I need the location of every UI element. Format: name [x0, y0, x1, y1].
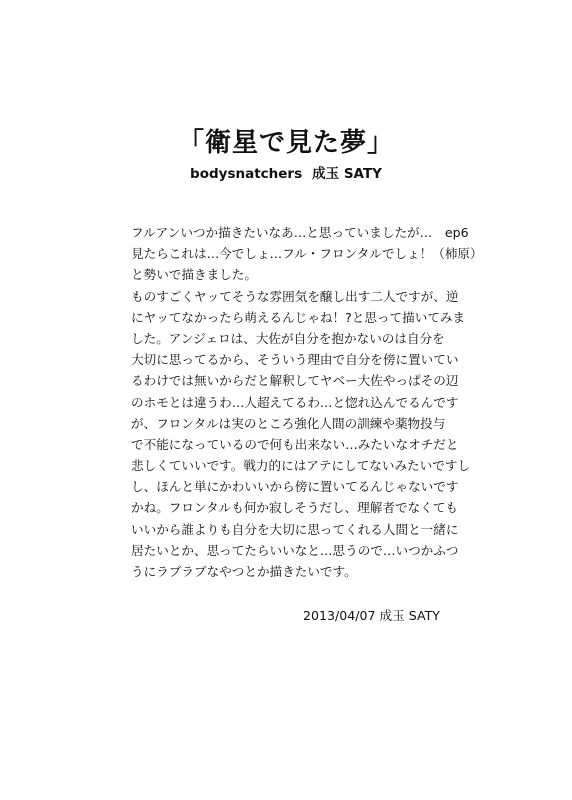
text-line: にヤッてなかったら萌えるんじゃね！?と思って描いてみま: [131, 309, 466, 325]
text-line: のホモとは違うわ…人超えてるわ…と惚れ込んでるんです: [131, 394, 459, 410]
text-line: いいから誰よりも自分を大切に思ってくれる人間と一緒に: [131, 521, 459, 537]
byline: [0, 165, 572, 183]
series-name: bodysnatchers: [190, 166, 303, 182]
author-name: 成玉 SATY: [312, 166, 382, 182]
text-line: フルアンいつか描きたいなあ…と思っていましたが… ep6: [131, 225, 469, 240]
text-line: した。アンジェロは、大佐が自分を抱かないのは自分を: [131, 330, 445, 346]
text-line: 大切に思ってるから、そういう理由で自分を傍に置いてい: [131, 352, 459, 368]
text-line: かね。フロンタルも何か寂しそうだし、理解者でなくても: [131, 500, 458, 516]
text-line: ものすごくヤッてそうな雰囲気を醸し出す二人ですが、逆: [131, 288, 459, 304]
text-line: るわけでは無いからだと解釈してヤベー大佐やっぱその辺: [131, 373, 459, 389]
text-line: で不能になっているので何も出来ない…みたいなオチだと: [131, 436, 459, 452]
text-line: が、フロンタルは実のところ強化人間の訓練や薬物投与: [131, 415, 446, 431]
text-line: 悲しくていいです。戦力的にはアテにしてないみたいですし: [131, 458, 471, 474]
page-title: 「衛星で見た夢」: [177, 128, 394, 158]
text-line: 見たらこれは…今でしょ…フル・フロンタルでしょ！（柿原）: [131, 246, 483, 262]
text-line: と勢いで描きました。: [131, 267, 257, 283]
date-signature: 2013/04/07 成玉 SATY: [302, 608, 440, 623]
text-line: うにラブラブなやつとか描きたいです。: [131, 564, 357, 579]
text-line: 居たいとか、思ってたらいいなと…思うので…いつかふつ: [131, 542, 459, 558]
text-line: し、ほんと単にかわいいから傍に置いてるんじゃないです: [131, 479, 459, 495]
afterword-text: [131, 222, 483, 582]
